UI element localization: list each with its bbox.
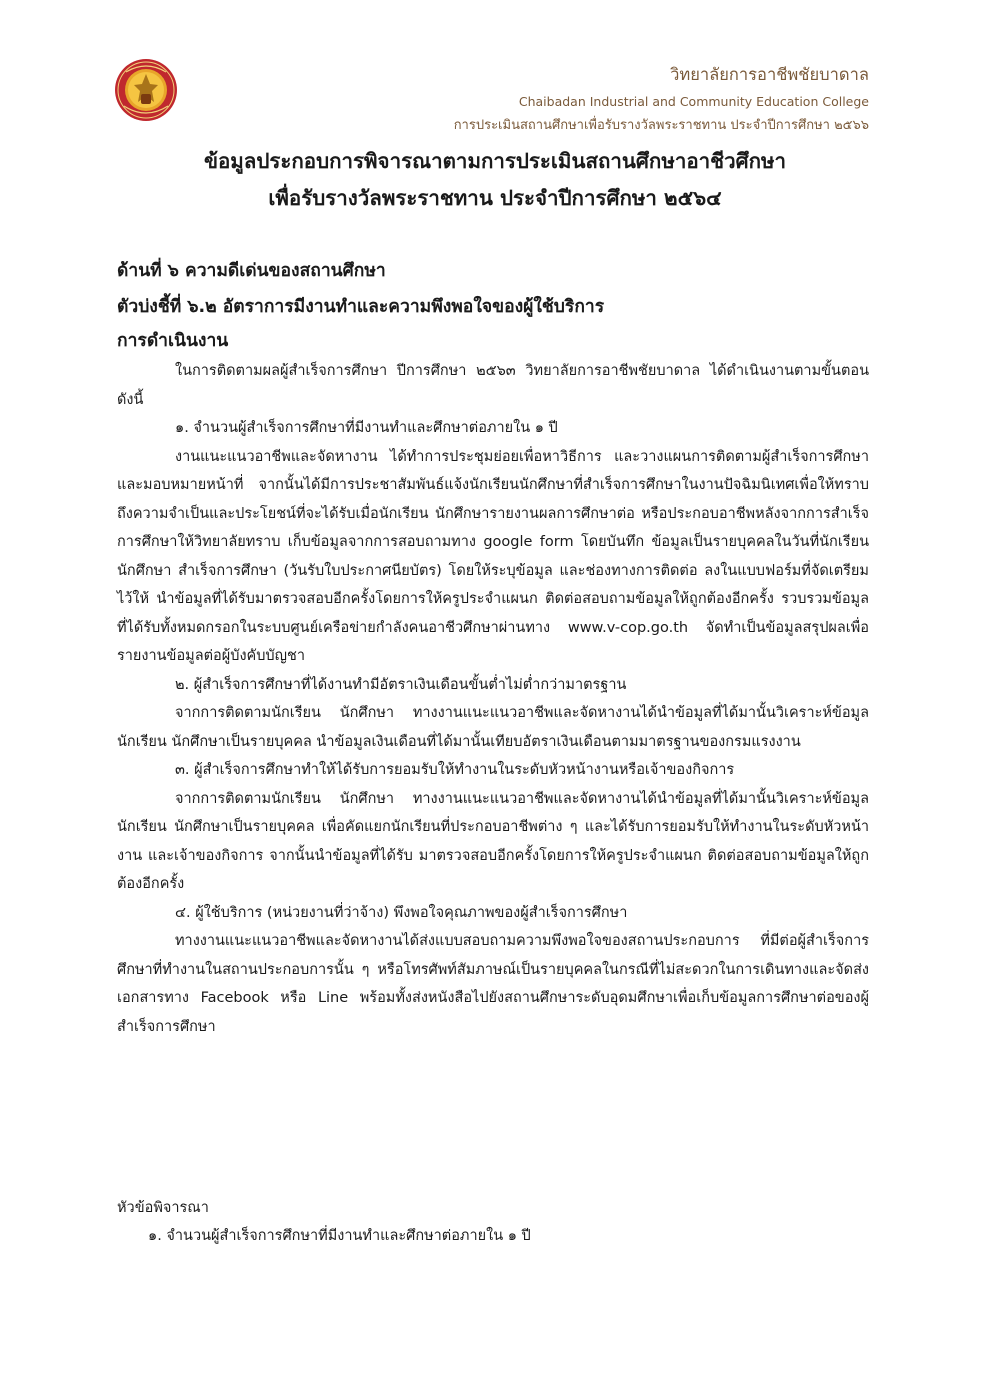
consideration-heading: หัวข้อพิจารณา bbox=[117, 1200, 209, 1216]
document-title-line1: ข้อมูลประกอบการพิจารณาตามการประเมินสถานศึกษาอาชีวศึกษา bbox=[203, 149, 787, 173]
item2-title: ๒. ผู้สำเร็จการศึกษาที่ได้งานทำมีอัตราเงินเดือนขั้นต่ำไม่ต่ำกว่ามาตรฐาน bbox=[175, 676, 627, 693]
item1-title: ๑. จำนวนผู้สำเร็จการศึกษาที่มีงานทำและศึกษาต่อภายใน ๑ ปี bbox=[175, 420, 558, 436]
item2-paragraph: จากการติดตามนักเรียน นักศึกษา ทางงานแนะแนวอาชีพและจัดหางานได้นำข้อมูลที่ได้มานั้นวิเคราะห์ข้อมูลนักเรียน นักศึกษาเป็นรายบุคคล นำข้อมูลเงินเดือนที่ได้มานั้นเทียบอัตราเงินเดือนตามมาตรฐานของกรมแรงงาน bbox=[117, 705, 869, 750]
consideration-item1: ๑. จำนวนผู้สำเร็จการศึกษาที่มีงานทำและศึกษาต่อภายใน ๑ ปี bbox=[148, 1228, 531, 1244]
header-subtitle: การประเมินสถานศึกษาเพื่อรับรางวัลพระราชทาน ประจำปีการศึกษา ๒๕๖๖ bbox=[453, 118, 869, 133]
item4-paragraph: ทางงานแนะแนวอาชีพและจัดหางานได้ส่งแบบสอบถามความพึงพอใจของสถานประกอบการ ที่มีต่อผู้สำเร็จการศึกษาที่ทำงานในสถานประกอบการนั้น ๆ หรือโทรศัพท์สัมภาษณ์เป็นรายบุคคลในกรณีที่ไม่สะดวกในการเดินทางและจัดส่งเอกสารทาง Facebook หรือ Line พร้อมทั้งส่งหนังสือไปยังสถานศึกษาระดับอุดมศึกษาเพื่อเก็บข้อมูลการศึกษาต่อของผู้สำเร็จการศึกษา bbox=[117, 933, 869, 1035]
document-header bbox=[454, 64, 869, 136]
college-name-en: Chaibadan Industrial and Community Education College bbox=[518, 94, 869, 109]
college-seal-icon bbox=[114, 58, 178, 122]
indicator-heading: ตัวบ่งชี้ที่ ๖.๒ อัตราการมีงานทำและความพึงพอใจของผู้ใช้บริการ bbox=[117, 297, 605, 317]
aspect-heading: ด้านที่ ๖ ความดีเด่นของสถานศึกษา bbox=[117, 261, 386, 281]
document-body bbox=[117, 357, 869, 1041]
item1-paragraph: งานแนะแนวอาชีพและจัดหางาน ได้ทำการประชุมย่อยเพื่อหาวิธีการ และวางแผนการติดตามผู้สำเร็จการศึกษา และมอบหมายหน้าที่ จากนั้นได้มีการประชาสัมพันธ์แจ้งนักเรียนนักศึกษาที่สำเร็จการศึกษาในงานปัจฉิมนิเทศเพื่อให้ทราบถึงความจำเป็นและประโยชน์ที่จะได้รับเมื่อนักเรียน นักศึกษารายงานผลการศึกษาต่อ หรือประกอบอาชีพหลังจากการสำเร็จการศึกษาให้วิทยาลัยทราบ เก็บข้อมูลจากการสอบถามทาง google form โดยบันทึก ข้อมูลเป็นรายบุคคลในวันที่นักเรียน นักศึกษา สำเร็จการศึกษา (วันรับใบประกาศนียบัตร) โดยให้ระบุข้อมูล และช่องทางการติดต่อ ลงในแบบฟอร์มที่จัดเตรียมไว้ให้ นำข้อมูลที่ได้รับมาตรวจสอบอีกครั้งโดยการให้ครูประจำแผนก ติดต่อสอบถามข้อมูลให้ถูกต้องอีกครั้ง รวบรวมข้อมูลที่ได้รับทั้งหมดกรอกในระบบศูนย์เครือข่ายกำลังคนอาชีวศึกษาผ่านทาง www.v-cop.go.th จัดทำเป็นข้อมูลสรุปผลเพื่อรายงานข้อมูลต่อผู้บังคับบัญชา bbox=[117, 448, 869, 664]
operation-heading: การดำเนินงาน bbox=[117, 331, 229, 351]
item4-title: ๔. ผู้ใช้บริการ (หน่วยงานที่ว่าจ้าง) พึงพอใจคุณภาพของผู้สำเร็จการศึกษา bbox=[175, 904, 628, 921]
document-title-line2: เพื่อรับรางวัลพระราชทาน ประจำปีการศึกษา ๒๕๖๔ bbox=[268, 186, 722, 210]
item3-title: ๓. ผู้สำเร็จการศึกษาทำให้ได้รับการยอมรับให้ทำงานในระดับหัวหน้างานหรือเจ้าของกิจการ bbox=[175, 762, 735, 778]
college-name-th: วิทยาลัยการอาชีพชัยบาดาล bbox=[670, 65, 869, 84]
intro-paragraph: ในการติดตามผลผู้สำเร็จการศึกษา ปีการศึกษา ๒๕๖๓ วิทยาลัยการอาชีพชัยบาดาล ได้ดำเนินงานตามขั้นตอนดังนี้ bbox=[117, 363, 869, 408]
item3-paragraph: จากการติดตามนักเรียน นักศึกษา ทางงานแนะแนวอาชีพและจัดหางานได้นำข้อมูลที่ได้มานั้นวิเคราะห์ข้อมูลนักเรียน นักศึกษาเป็นรายบุคคล เพื่อคัดแยกนักเรียนที่ประกอบอาชีพต่าง ๆ และได้รับการยอมรับให้ทำงานในระดับหัวหน้างาน และเจ้าของกิจการ จากนั้นนำข้อมูลที่ได้รับ มาตรวจสอบอีกครั้งโดยการให้ครูประจำแผนก ติดต่อสอบถามข้อมูลให้ถูกต้องอีกครั้ง bbox=[117, 790, 869, 892]
